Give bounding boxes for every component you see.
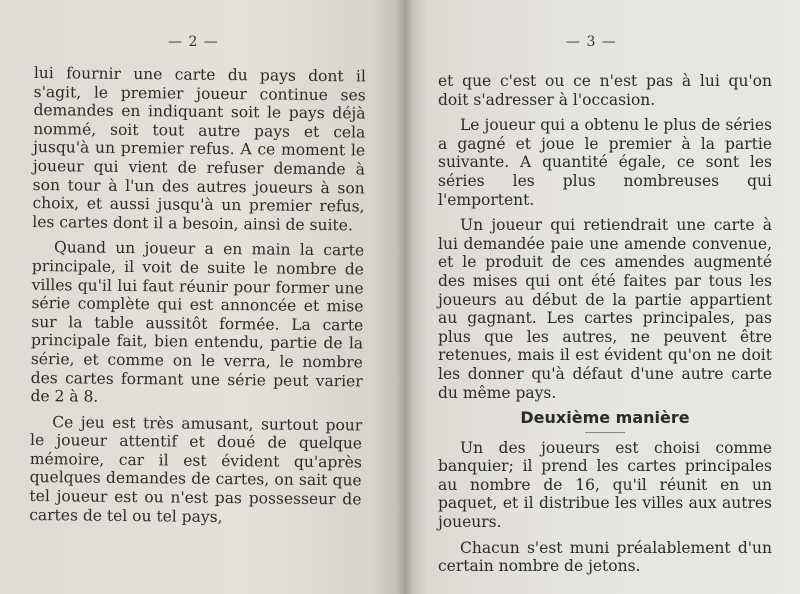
paragraph: Chacun s'est muni préalablement d'un certain nombre de jetons. (438, 538, 772, 576)
paragraph: Quand un joueur a en main la carte principale, il voit de suite le nombre de villes qu'il lui faut réunir pour former une série complète qui est annoncée et mise sur la table aussitôt formée. La carte principale fait, bien entendu, partie de la série, et comme on le verra, le nombre des cartes formant une série peut varier de 2 à 8. (30, 238, 365, 406)
book-gutter (396, 0, 414, 594)
paragraph: Ce jeu est très amusant, surtout pour le joueur attentif et doué de quelque mémoire, car il est évident qu'après quelques demandes de cartes, on sait que tel joueur est ou n'est pas possesseur de cartes de tel ou tel pays, (29, 412, 363, 526)
paragraph: lui fournir une carte du pays dont il s'agit, le premier joueur continue ses demandes en indiquant soit le pays déjà nommé, soit tout autre pays et cela jusqu'à un premier refus. A ce moment le joueur qui vient de refuser demande à son tour à l'un des autres joueurs à son choix, et aussi jusqu'à un premier refus, les cartes dont il a besoin, ainsi de suite. (32, 64, 366, 235)
right-page (404, 0, 800, 594)
heading-divider (585, 432, 625, 433)
section-heading: Deuxième manière (520, 408, 690, 428)
paragraph: Le joueur qui a obtenu le plus de séries a gagné et joue le premier à la partie suivante. A quantité égale, ce sont les séries les plus nombreuses qui l'emportent. (438, 116, 772, 209)
paragraph: et que c'est ou ce n'est pas à lui qu'on doit s'adresser à l'occasion. (438, 72, 772, 109)
paragraph: Un joueur qui retiendrait une carte à lui demandée paie une amende convenue, et le produit de ces amendes augmenté des mises qui ont été faites par tous les joueurs au début de la partie appartient au gagnant. Les cartes principales, pas plus que les autres, ne peuvent être retenues, mais il est évident qu'on ne doit les donner qu'à défaut d'une autre carte du même pays. (438, 216, 772, 402)
page-number-left: — 2 — (168, 34, 219, 50)
left-page-text (29, 64, 366, 535)
page-number-right: — 3 — (566, 34, 617, 50)
right-page-text (438, 72, 772, 583)
paragraph: Un des joueurs est choisi comme banquier; il prend les cartes principales au nombre de 16, qu'il réunit en un paquet, et il distribue les villes aux autres joueurs. (438, 438, 772, 532)
